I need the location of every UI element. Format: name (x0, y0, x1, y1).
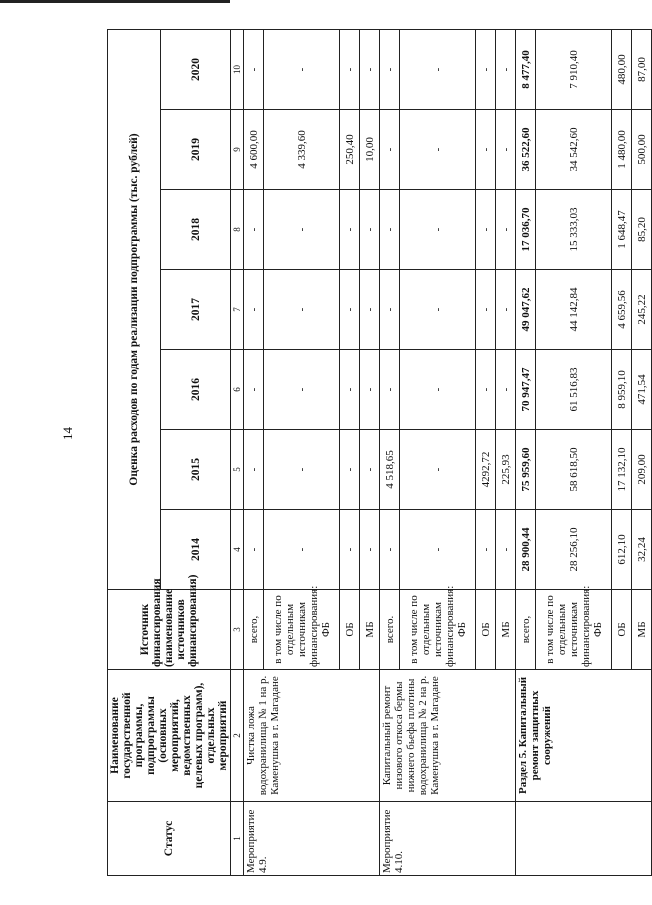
value-cell: - (476, 510, 496, 590)
row-name: Раздел 5. Капитальный ремонт защитных сооружений (516, 670, 652, 802)
value-cell: - (476, 190, 496, 270)
value-cell: - (340, 430, 360, 510)
value-cell: 225,93 (496, 430, 516, 510)
value-cell: 1 648,47 (612, 190, 632, 270)
header-source: Источник финансирования (наименование источников финансирования) (108, 590, 231, 670)
value-cell: - (496, 190, 516, 270)
header-status: Статус (108, 802, 231, 876)
header-name: Наименование государственной программы, подпрограммы (основных мероприятий, ведомственных целевых программ), отдельных мероприятий (108, 670, 231, 802)
value-cell: - (264, 510, 340, 590)
value-cell: - (380, 350, 400, 430)
header-estimate: Оценка расходов по годам реализации подпрограммы (тыс. рублей) (108, 29, 161, 589)
row-source: в том числе по отдельным источникам финансирования: ФБ (400, 590, 476, 670)
value-cell: 70 947,47 (516, 350, 536, 430)
value-cell: 7 910,40 (536, 29, 612, 109)
value-cell: - (244, 29, 264, 109)
value-cell: - (360, 350, 380, 430)
value-cell: - (244, 350, 264, 430)
value-cell: - (496, 110, 516, 190)
value-cell: 61 516,83 (536, 350, 612, 430)
value-cell: 44 142,84 (536, 270, 612, 350)
value-cell: 87,00 (632, 29, 652, 109)
rotated-table-container (107, 30, 648, 876)
value-cell: - (380, 110, 400, 190)
value-cell: 8 959,10 (612, 350, 632, 430)
row-source: ОБ (612, 590, 632, 670)
value-cell: - (360, 510, 380, 590)
value-cell: - (476, 29, 496, 109)
row-source: всего, (516, 590, 536, 670)
value-cell: - (400, 350, 476, 430)
top-rule (0, 0, 230, 3)
column-index: 3 (231, 590, 244, 670)
value-cell: 28 900,44 (516, 510, 536, 590)
value-cell: - (400, 190, 476, 270)
row-source: в том числе по отдельным источникам финансирования: ФБ (264, 590, 340, 670)
value-cell: - (264, 430, 340, 510)
row-source: всего. (380, 590, 400, 670)
header-year: 2018 (161, 190, 231, 270)
value-cell: 36 522,60 (516, 110, 536, 190)
value-cell: - (476, 270, 496, 350)
value-cell: - (360, 270, 380, 350)
header-year: 2019 (161, 110, 231, 190)
value-cell: - (360, 430, 380, 510)
column-index: 4 (231, 510, 244, 590)
value-cell: - (380, 510, 400, 590)
value-cell: - (400, 270, 476, 350)
value-cell: - (476, 350, 496, 430)
table-row (244, 29, 264, 875)
value-cell: 34 542,60 (536, 110, 612, 190)
value-cell: - (264, 350, 340, 430)
value-cell: 17 036,70 (516, 190, 536, 270)
value-cell: - (496, 350, 516, 430)
header-year: 2017 (161, 270, 231, 350)
value-cell: 1 480,00 (612, 110, 632, 190)
value-cell: 500,00 (632, 110, 652, 190)
value-cell: 4 339,60 (264, 110, 340, 190)
header-year: 2014 (161, 510, 231, 590)
value-cell: - (360, 29, 380, 109)
value-cell: 15 333,03 (536, 190, 612, 270)
header-year: 2020 (161, 29, 231, 109)
row-source: МБ (632, 590, 652, 670)
row-status (516, 802, 652, 876)
value-cell: 245,22 (632, 270, 652, 350)
row-source: в том числе по отдельным источникам финансирования: ФБ (536, 590, 612, 670)
row-source: МБ (360, 590, 380, 670)
column-index: 6 (231, 350, 244, 430)
value-cell: 85,20 (632, 190, 652, 270)
value-cell: - (244, 190, 264, 270)
value-cell: 17 132,10 (612, 430, 632, 510)
row-status: Мероприятие 4.10. (380, 802, 516, 876)
value-cell: 4 518,65 (380, 430, 400, 510)
value-cell: - (380, 29, 400, 109)
value-cell: 612,10 (612, 510, 632, 590)
value-cell: - (496, 270, 516, 350)
value-cell: - (400, 430, 476, 510)
value-cell: 4292,72 (476, 430, 496, 510)
row-source: ОБ (340, 590, 360, 670)
value-cell: 58 618,50 (536, 430, 612, 510)
column-index: 1 (231, 802, 244, 876)
value-cell: - (340, 350, 360, 430)
header-year: 2015 (161, 430, 231, 510)
value-cell: 209,00 (632, 430, 652, 510)
value-cell: 471,54 (632, 350, 652, 430)
value-cell: - (244, 430, 264, 510)
value-cell: 4 659,56 (612, 270, 632, 350)
value-cell: - (400, 29, 476, 109)
value-cell: - (380, 190, 400, 270)
column-index: 8 (231, 190, 244, 270)
row-source: всего, (244, 590, 264, 670)
value-cell: - (496, 510, 516, 590)
value-cell: - (340, 270, 360, 350)
value-cell: 49 047,62 (516, 270, 536, 350)
value-cell: 480,00 (612, 29, 632, 109)
expenditure-table (107, 29, 652, 876)
table-row (380, 29, 400, 875)
value-cell: - (340, 190, 360, 270)
value-cell: - (264, 270, 340, 350)
value-cell: 75 959,60 (516, 430, 536, 510)
row-status: Мероприятие 4.9. (244, 802, 380, 876)
value-cell: - (244, 510, 264, 590)
header-year: 2016 (161, 350, 231, 430)
row-name: Чистка ложа водохранилища № 1 на р. Каменушка в г. Магадане (244, 670, 380, 802)
column-index: 7 (231, 270, 244, 350)
page-number: 14 (60, 427, 75, 440)
row-source: МБ (496, 590, 516, 670)
value-cell: 250,40 (340, 110, 360, 190)
value-cell: - (244, 270, 264, 350)
value-cell: - (496, 29, 516, 109)
value-cell: - (380, 270, 400, 350)
value-cell: - (360, 190, 380, 270)
value-cell: 8 477,40 (516, 29, 536, 109)
value-cell: 32,24 (632, 510, 652, 590)
value-cell: - (340, 510, 360, 590)
value-cell: - (340, 29, 360, 109)
value-cell: - (476, 110, 496, 190)
value-cell: 10,00 (360, 110, 380, 190)
table-row (516, 29, 536, 875)
value-cell: 4 600,00 (244, 110, 264, 190)
row-name: Капитальный ремонт низового откоса бермы нижнего бьефа плотины водохранилища № 2 на р. Каменушка в г. Магадане (380, 670, 516, 802)
row-source: ОБ (476, 590, 496, 670)
value-cell: - (264, 190, 340, 270)
column-index: 2 (231, 670, 244, 802)
column-index: 5 (231, 430, 244, 510)
value-cell: - (400, 110, 476, 190)
column-index: 9 (231, 110, 244, 190)
value-cell: - (264, 29, 340, 109)
value-cell: 28 256,10 (536, 510, 612, 590)
value-cell: - (400, 510, 476, 590)
column-index: 10 (231, 29, 244, 109)
